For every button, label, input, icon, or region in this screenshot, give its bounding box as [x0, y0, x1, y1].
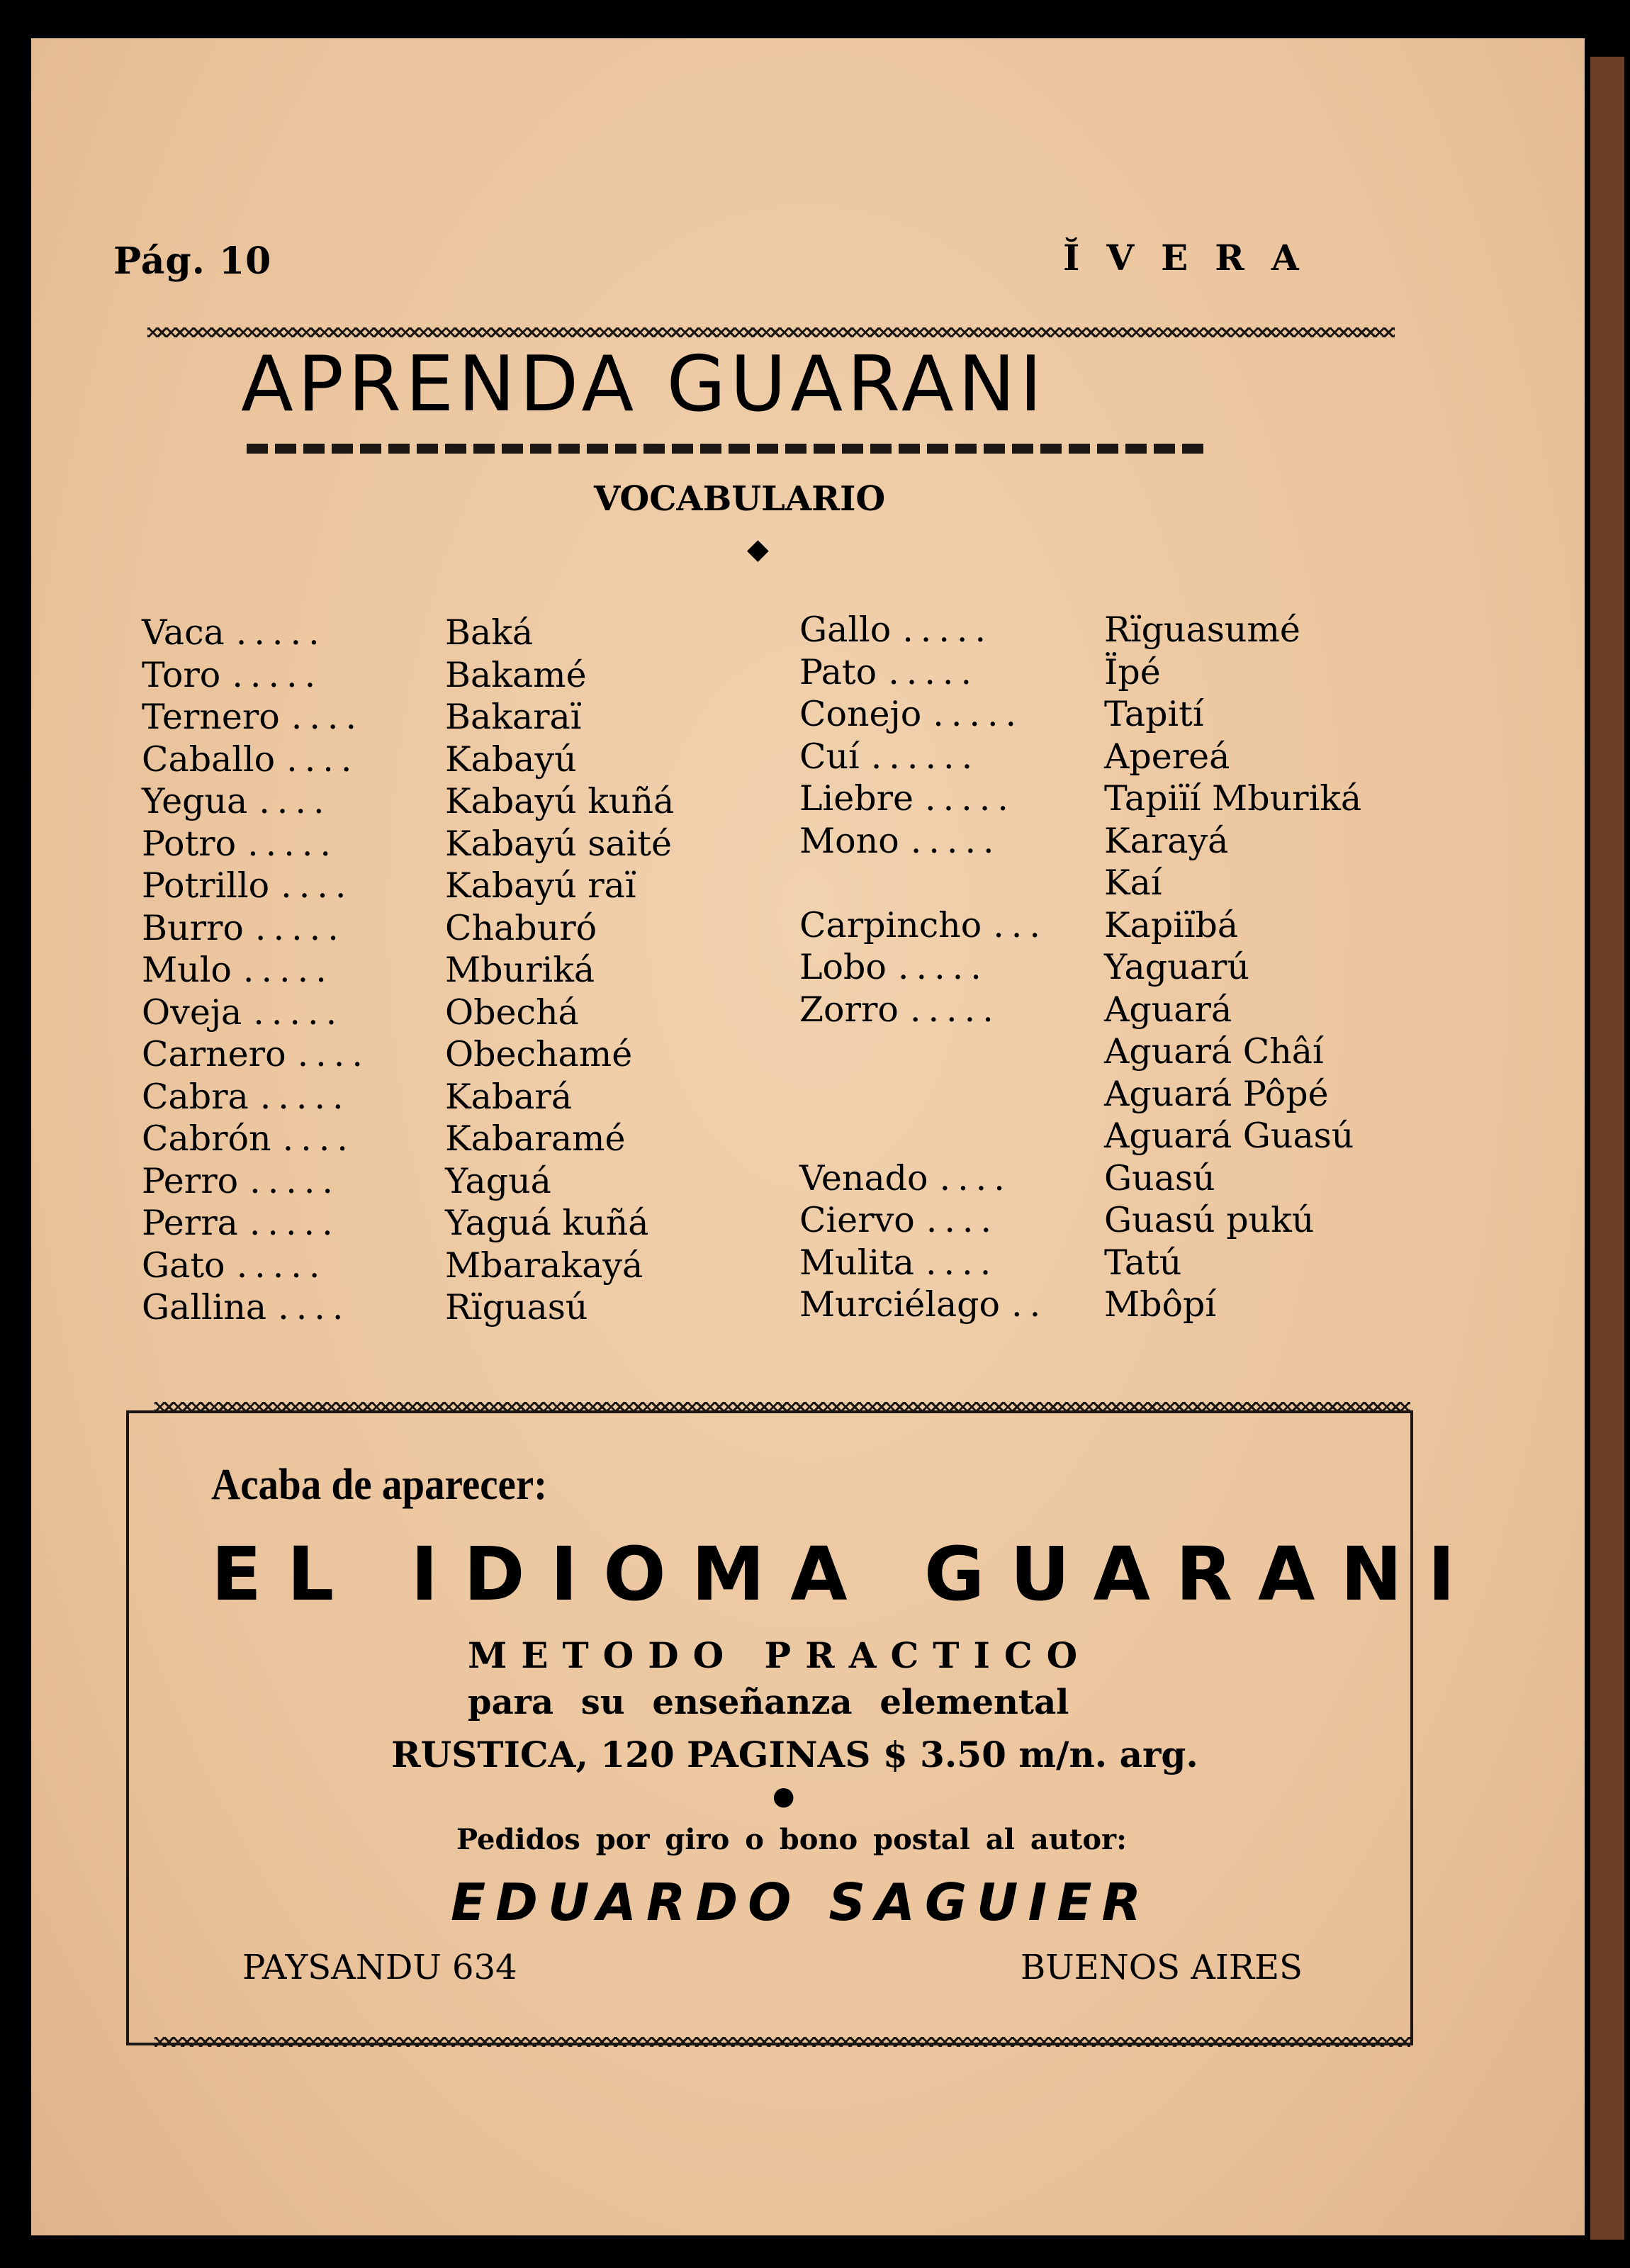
leader-dots: ....	[286, 739, 359, 780]
leader-dots: ....	[259, 781, 332, 821]
vocab-guarani-term: Yaguá	[445, 1160, 551, 1201]
vocab-spanish-term	[142, 781, 332, 822]
spanish-word: Potro	[142, 823, 237, 864]
vocab-guarani-term: Kabaramé	[445, 1118, 626, 1159]
vocab-guarani-term: Kaí	[1104, 863, 1162, 903]
vocab-spanish-term	[142, 1245, 327, 1286]
vocab-spanish-term	[799, 989, 1001, 1031]
vocab-guarani-term: Tatú	[1104, 1242, 1182, 1283]
vocab-guarani-term: Obechá	[445, 992, 579, 1033]
leader-dots: ......	[870, 736, 980, 777]
vocab-spanish-term	[142, 655, 322, 696]
leader-dots: .....	[249, 1203, 340, 1243]
vocab-spanish-term	[799, 1031, 811, 1072]
vocab-spanish-term	[142, 992, 344, 1033]
leader-dots: .....	[902, 610, 994, 650]
vocab-spanish-term	[142, 739, 359, 780]
spanish-word: Pato	[799, 651, 877, 692]
leader-dots: ....	[939, 1157, 1012, 1198]
spanish-word: Caballo	[142, 739, 276, 780]
vocab-spanish-term	[799, 694, 1023, 735]
vocab-guarani-term: Rïguasú	[445, 1287, 588, 1327]
vocab-guarani-term: Aguará Châí	[1104, 1031, 1324, 1072]
vocab-guarani-term: Kabará	[445, 1076, 573, 1117]
spanish-word: Mono	[799, 820, 899, 861]
vocab-spanish-term	[799, 736, 979, 777]
vocab-guarani-term: Tapiïí Mburiká	[1104, 778, 1362, 819]
spanish-word: Vaca	[142, 612, 225, 653]
vocab-spanish-term	[799, 1242, 998, 1284]
spanish-word: Gallo	[799, 610, 892, 650]
spanish-word: Ciervo	[799, 1200, 915, 1240]
vocab-guarani-term: Bakamé	[445, 654, 587, 695]
header-wavy-rule	[147, 327, 1395, 337]
leader-dots: ....	[291, 697, 364, 737]
vocab-guarani-term: Guasú	[1104, 1157, 1215, 1198]
spanish-word: Perro	[142, 1160, 239, 1201]
vocab-guarani-term: Ïpé	[1104, 651, 1161, 692]
vocab-guarani-term: Aguará Guasú	[1104, 1116, 1354, 1156]
leader-dots: .....	[909, 989, 1001, 1030]
vocab-spanish-term	[799, 1284, 1047, 1325]
vocab-spanish-term	[142, 908, 346, 949]
vocab-guarani-term: Kapiïbá	[1104, 904, 1239, 945]
vocab-guarani-term: Aguará Pôpé	[1104, 1073, 1329, 1114]
spanish-word: Zorro	[799, 989, 899, 1030]
spanish-word: Burro	[142, 907, 244, 948]
ad-intro: Acaba de aparecer:	[211, 1461, 548, 1509]
leader-dots: ....	[278, 1287, 351, 1327]
leader-dots: ...	[993, 904, 1047, 945]
spanish-word: Yegua	[142, 781, 248, 821]
vocab-spanish-term	[799, 947, 989, 988]
vocab-guarani-term: Yaguá kuñá	[445, 1203, 649, 1243]
leader-dots: .....	[232, 654, 323, 695]
leader-dots: .....	[925, 778, 1016, 819]
vocab-spanish-term	[142, 950, 334, 991]
vocab-guarani-term: Baká	[445, 612, 534, 653]
vocab-spanish-term	[142, 1287, 350, 1328]
vocab-guarani-term: Apereá	[1104, 736, 1230, 777]
leader-dots: .....	[247, 823, 338, 864]
spanish-word: Gato	[142, 1245, 225, 1286]
section-subtitle: VOCABULARIO	[594, 479, 886, 519]
spanish-word: Cuí	[799, 736, 860, 777]
vocab-spanish-term	[799, 1200, 999, 1241]
spanish-word: Cabrón	[142, 1118, 271, 1159]
leader-dots: .....	[242, 950, 334, 990]
ad-price: RUSTICA, 120 PAGINAS $ 3.50 m/n. arg.	[391, 1734, 1198, 1775]
leader-dots: ....	[281, 865, 354, 906]
ad-book-title: EL IDIOMA GUARANI	[211, 1531, 1481, 1617]
vocab-spanish-term	[142, 1203, 340, 1244]
spanish-word: Ternero	[142, 697, 280, 737]
vocab-guarani-term: Bakaraï	[445, 697, 582, 737]
vocab-guarani-term: Mbôpí	[1104, 1284, 1217, 1325]
vocab-spanish-term	[142, 1161, 340, 1202]
vocab-guarani-term: Obechamé	[445, 1034, 633, 1074]
vocab-guarani-term: Aguará	[1104, 989, 1232, 1030]
publication-name: ĬVERA	[1063, 237, 1326, 279]
ad-order-info: Pedidos por giro o bono postal al autor:	[456, 1823, 1127, 1856]
leader-dots: .....	[910, 820, 1001, 861]
leader-dots: .....	[933, 694, 1024, 734]
spanish-word: Potrillo	[142, 865, 270, 906]
ad-address: PAYSANDU 634	[242, 1948, 517, 1987]
vocab-guarani-term: Rïguasumé	[1104, 610, 1300, 650]
leader-dots: .....	[253, 992, 344, 1033]
spanish-word: Lobo	[799, 947, 887, 987]
vocab-guarani-term: Yaguarú	[1104, 947, 1249, 987]
leader-dots: .....	[888, 651, 979, 692]
vocab-spanish-term	[799, 610, 993, 651]
spanish-word: Mulita	[799, 1242, 914, 1283]
leader-dots: ....	[926, 1200, 999, 1240]
leader-dots: .....	[236, 1245, 327, 1286]
vocab-spanish-term	[799, 1158, 1012, 1199]
leader-dots: ....	[925, 1242, 999, 1283]
ad-bullet-icon: ●	[772, 1782, 795, 1811]
vocab-guarani-term: Guasú pukú	[1104, 1200, 1315, 1240]
vocab-spanish-term	[799, 1074, 811, 1115]
ad-author: EDUARDO SAGUIER	[451, 1873, 1151, 1932]
page-title: APRENDA GUARANI	[241, 340, 1047, 429]
ad-city: BUENOS AIRES	[1021, 1948, 1303, 1987]
vocab-spanish-term	[799, 905, 1047, 946]
vocab-spanish-term	[799, 863, 811, 904]
spanish-word: Toro	[142, 654, 221, 695]
vocab-spanish-term	[142, 1034, 370, 1075]
spanish-word: Gallina	[142, 1287, 267, 1327]
leader-dots: .....	[249, 1160, 341, 1201]
leader-dots: .....	[254, 907, 346, 948]
vocab-spanish-term	[142, 865, 353, 906]
leader-dots: ....	[282, 1118, 355, 1159]
vocab-guarani-term: Kabayú saité	[445, 823, 672, 864]
vocab-guarani-term: Mburiká	[445, 950, 595, 990]
ad-bottom-wavy-border	[154, 2037, 1410, 2047]
leader-dots: .....	[259, 1076, 351, 1117]
spanish-word: Carnero	[142, 1034, 286, 1074]
leader-dots: ....	[297, 1034, 370, 1074]
vocab-guarani-term: Kabayú kuñá	[445, 781, 675, 821]
page-number: Pág. 10	[113, 240, 272, 283]
vocab-guarani-term: Chaburó	[445, 907, 597, 948]
leader-dots: .....	[235, 612, 327, 653]
page-binding-edge	[1590, 57, 1624, 2240]
spanish-word: Carpincho	[799, 904, 982, 945]
vocab-spanish-term	[142, 697, 364, 738]
diamond-ornament-icon: ◆	[747, 533, 769, 566]
vocab-guarani-term: Tapití	[1104, 694, 1204, 734]
spanish-word: Liebre	[799, 778, 914, 819]
spanish-word: Murciélago	[799, 1284, 1001, 1325]
leader-dots: .....	[897, 947, 989, 987]
vocab-spanish-term	[799, 821, 1001, 862]
vocab-spanish-term	[799, 1116, 811, 1157]
vocab-spanish-term	[799, 778, 1016, 819]
vocab-spanish-term	[142, 612, 327, 653]
vocab-spanish-term	[142, 1077, 351, 1118]
title-dashed-underline	[247, 444, 1203, 454]
vocab-guarani-term: Karayá	[1104, 820, 1229, 861]
vocab-guarani-term: Kabayú raï	[445, 865, 636, 906]
vocab-guarani-term: Kabayú	[445, 739, 577, 780]
vocab-guarani-term: Mbarakayá	[445, 1245, 643, 1286]
vocab-spanish-term	[142, 824, 338, 865]
ad-method: METODO PRACTICO	[468, 1634, 1092, 1676]
spanish-word: Oveja	[142, 992, 242, 1033]
spanish-word: Venado	[799, 1157, 928, 1198]
vocab-spanish-term	[799, 652, 979, 693]
spanish-word: Cabra	[142, 1076, 249, 1117]
leader-dots: ..	[1011, 1284, 1048, 1325]
spanish-word: Perra	[142, 1203, 238, 1243]
vocab-spanish-term	[142, 1118, 355, 1160]
ad-method-subtitle: para su enseñanza elemental	[468, 1683, 1069, 1722]
spanish-word: Conejo	[799, 694, 922, 734]
spanish-word: Mulo	[142, 950, 232, 990]
